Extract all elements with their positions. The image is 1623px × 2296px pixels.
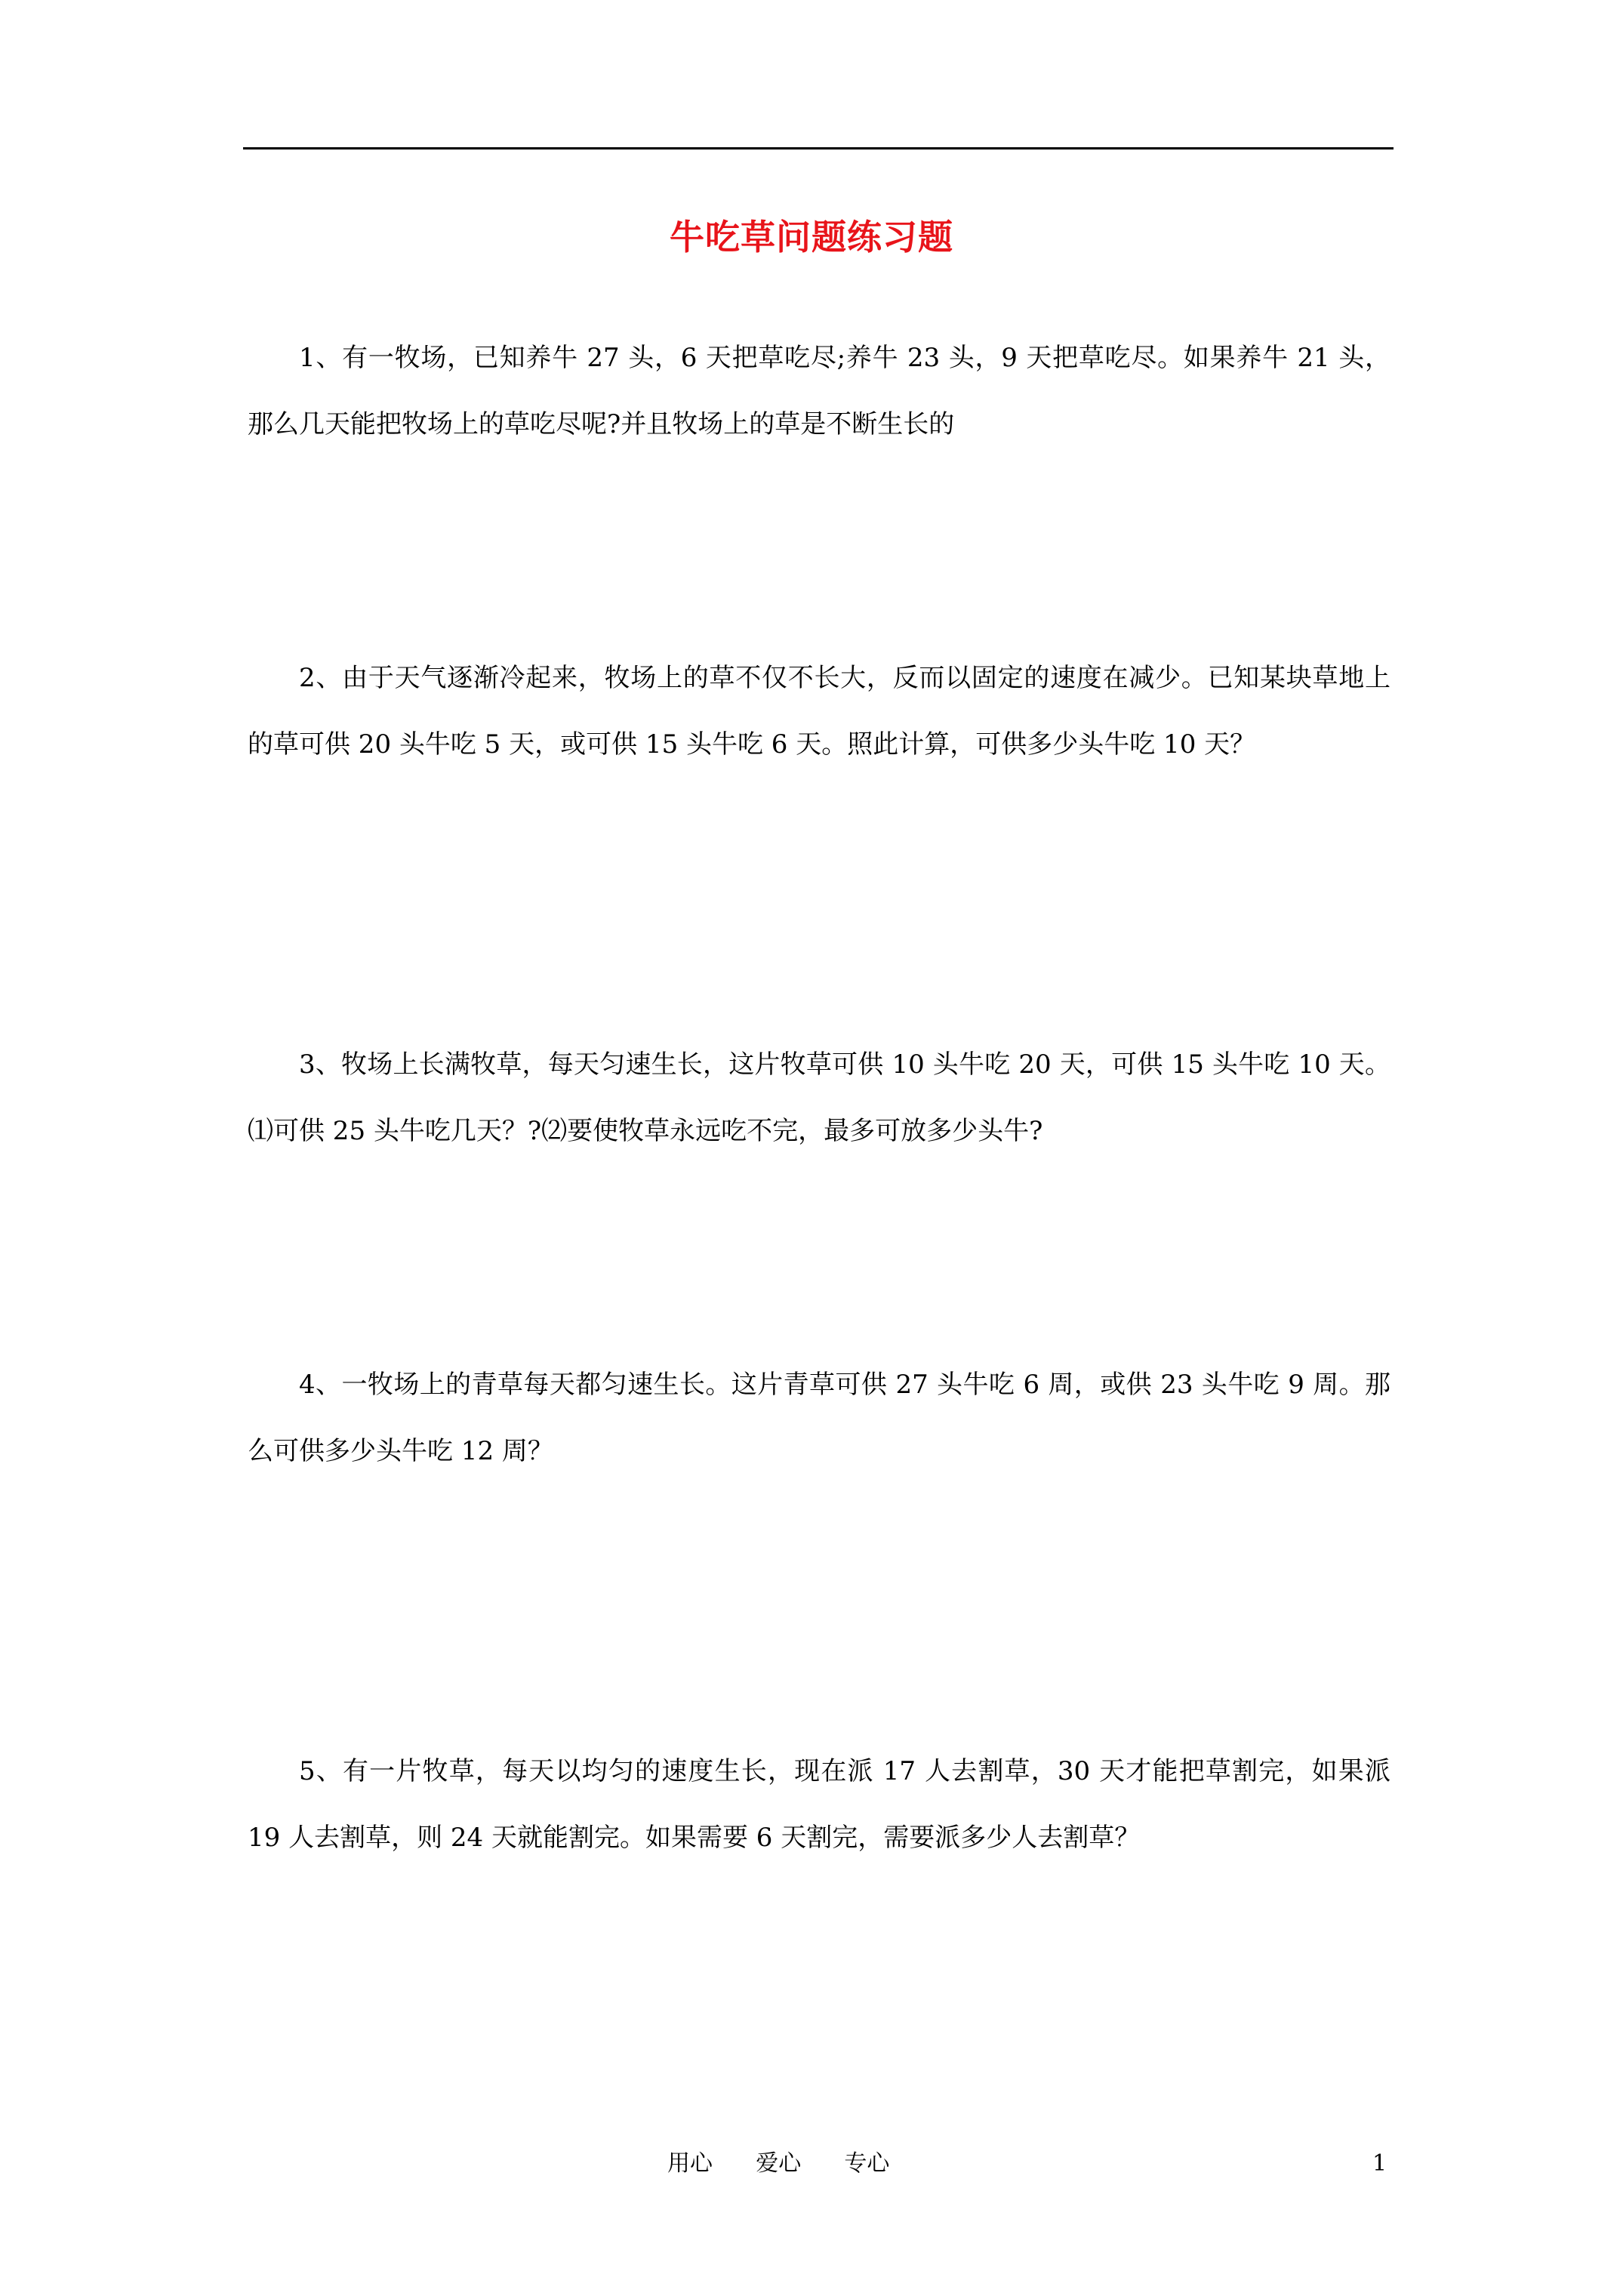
question-3: 3、牧场上长满牧草，每天匀速生长，这片牧草可供 10 头牛吃 20 天，可供 15 头牛吃 10 天。⑴可供 25 头牛吃几天？?⑵要使牧草永远吃不完，最多可放多少头牛? <box>248 1049 1390 1146</box>
question-1: 1、有一牧场，已知养牛 27 头，6 天把草吃尽;养牛 23 头，9 天把草吃尽。如果养牛 21 头，那么几天能把牧场上的草吃尽呢?并且牧场上的草是不断生长的 <box>248 343 1390 439</box>
question-4: 4、一牧场上的青草每天都匀速生长。这片青草可供 27 头牛吃 6 周，或供 23 头牛吃 9 周。那么可供多少头牛吃 12 周？ <box>248 1370 1390 1466</box>
page-title: 牛吃草问题练习题 <box>670 217 953 257</box>
footer-motto: 用心 爱心 专心 <box>667 2150 890 2177</box>
header-rule <box>243 147 1394 149</box>
question-5: 5、有一片牧草，每天以均匀的速度生长，现在派 17 人去割草，30 天才能把草割完，如果派 19 人去割草，则 24 天就能割完。如果需要 6 天割完，需要派多少人去割草？ <box>248 1756 1390 1853</box>
page-footer <box>0 2141 1623 2187</box>
page-number: 1 <box>1372 2150 1387 2177</box>
question-2: 2、由于天气逐渐冷起来，牧场上的草不仅不长大，反而以固定的速度在减少。已知某块草地上的草可供 20 头牛吃 5 天，或可供 15 头牛吃 6 天。照此计算，可供多少头牛吃 10 天？ <box>248 663 1390 760</box>
